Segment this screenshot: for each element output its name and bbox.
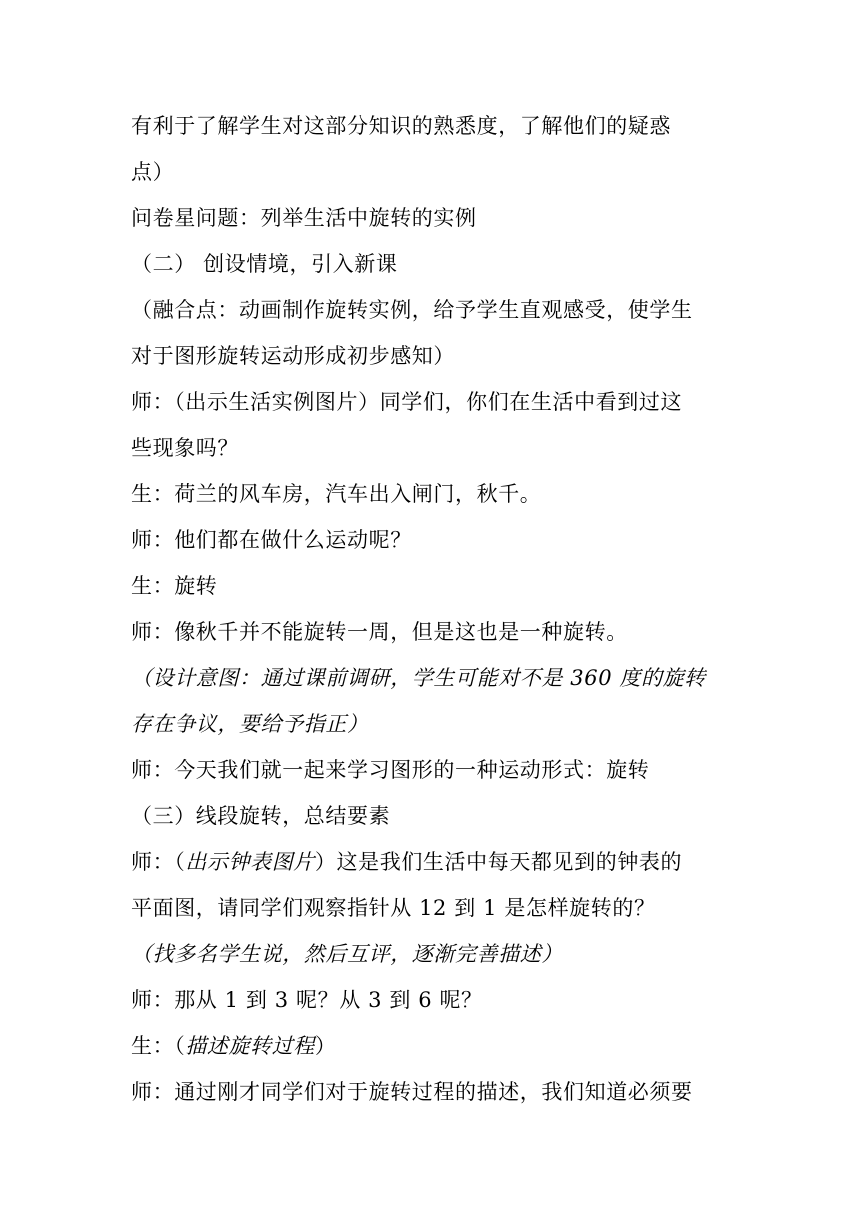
text-line (131, 1031, 337, 1061)
design-intent-note: （设计意图：通过课前调研，学生可能对不是 360 度的旋转 (131, 666, 706, 690)
stage-direction: 描述旋转过程 (185, 1034, 315, 1058)
text-line: 师：今天我们就一起来学习图形的一种运动形式：旋转 (131, 758, 650, 782)
section-heading: （三）线段旋转，总结要素 (131, 804, 391, 828)
text-line: 对于图形旋转运动形成初步感知） (131, 344, 455, 368)
text-line: 师：像秋千并不能旋转一周，但是这也是一种旋转。 (131, 620, 628, 644)
text-line: 师：他们都在做什么运动呢？ (131, 528, 412, 552)
text-line: 师：（出示生活实例图片）同学们，你们在生活中看到过这 (131, 390, 683, 414)
text-segment: 师：（ (131, 850, 186, 874)
text-line (131, 847, 682, 877)
text-line: 有利于了解学生对这部分知识的熟悉度，了解他们的疑惑 (131, 114, 671, 138)
stage-direction: 出示钟表图片 (185, 850, 315, 874)
text-line: 生：旋转 (131, 574, 218, 598)
text-line: 平面图，请同学们观察指针从 12 到 1 是怎样旋转的？ (131, 896, 656, 920)
text-line: 师：通过刚才同学们对于旋转过程的描述，我们知道必须要 (131, 1080, 693, 1104)
text-line: 些现象吗？ (131, 436, 239, 460)
stage-direction: （找多名学生说，然后互评，逐渐完善描述） (131, 942, 563, 966)
text-segment: 生：（ (131, 1034, 186, 1058)
text-line: 问卷星问题：列举生活中旋转的实例 (131, 206, 477, 230)
design-intent-note: 存在争议，要给予指正） (131, 712, 369, 736)
text-line: （融合点：动画制作旋转实例，给予学生直观感受，使学生 (131, 298, 693, 322)
text-line: 点） (131, 160, 175, 184)
section-heading: （二） 创设情境，引入新课 (131, 252, 398, 276)
text-line: 师：那从 1 到 3 呢？从 3 到 6 呢？ (131, 988, 483, 1012)
text-segment: ）这是我们生活中每天都见到的钟表的 (314, 850, 683, 874)
text-segment: ） (314, 1034, 337, 1058)
text-line: 生：荷兰的风车房，汽车出入闸门，秋千。 (131, 482, 542, 506)
